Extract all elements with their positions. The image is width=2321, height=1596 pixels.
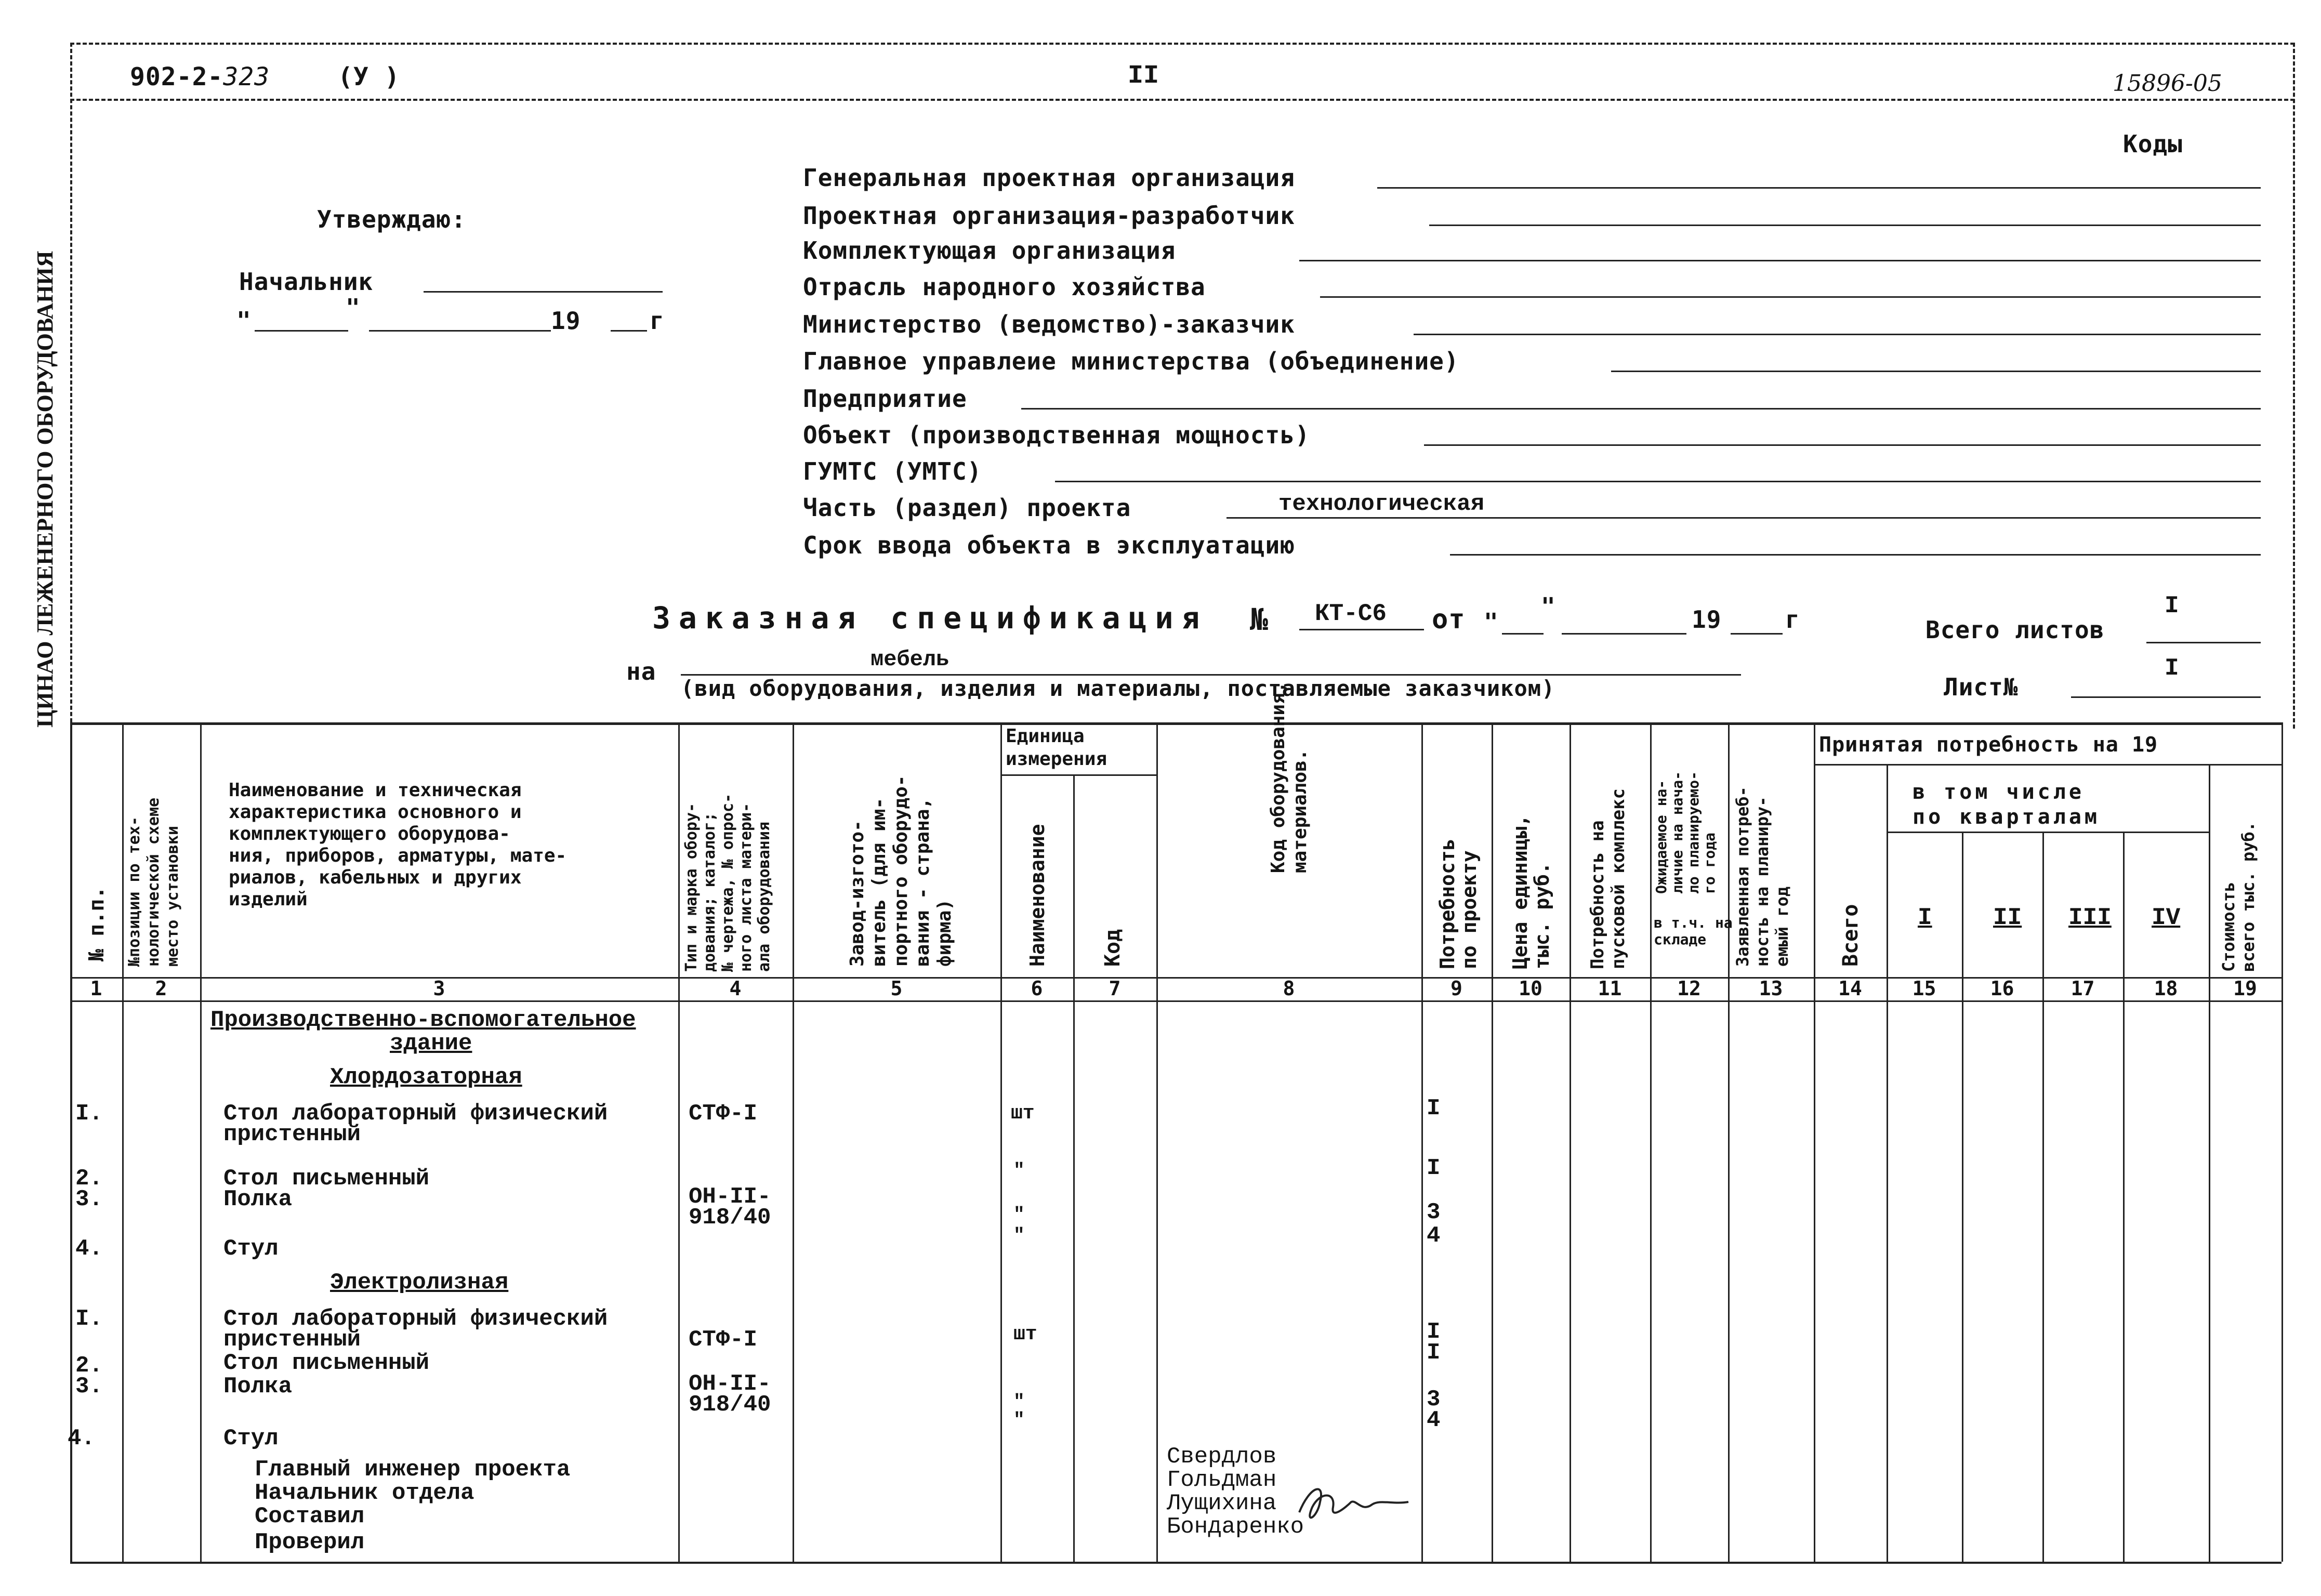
signature-role: Начальник отдела xyxy=(255,1480,474,1506)
item-unit: " xyxy=(1013,1204,1025,1225)
col-number: 5 xyxy=(890,977,903,1000)
col-number: 18 xyxy=(2154,977,2178,1000)
spec-for-caption: (вид оборудования, изделия и материалы, поставляемые заказчиком) xyxy=(681,676,1555,701)
col-number: 6 xyxy=(1031,977,1043,1000)
col-header-5: витель (для им- xyxy=(868,797,890,967)
col-header-4: ного листа матери- xyxy=(737,802,755,972)
col-header-12: го года xyxy=(1701,832,1718,894)
org-field-line xyxy=(1055,481,2261,482)
spec-month-line xyxy=(1562,633,1686,635)
spec-date-quote2: " xyxy=(1541,592,1556,621)
handwritten-signature-icon xyxy=(1289,1476,1414,1533)
item-name: Стол письменный xyxy=(223,1350,430,1376)
col-number: 3 xyxy=(433,977,445,1000)
item-type: СТФ-I xyxy=(689,1101,758,1127)
approval-day-line xyxy=(255,330,348,332)
outer-frame-header-line xyxy=(70,99,2294,101)
row-number: 4. xyxy=(68,1426,95,1452)
col-line xyxy=(1570,722,1571,1562)
inventory-no: 15896-05 xyxy=(2113,70,2222,97)
col-header-5: фирма) xyxy=(934,899,955,967)
org-field-line xyxy=(1377,187,2261,189)
spec-for-label: на xyxy=(626,657,656,685)
col-header-3-line: характеристика основного и xyxy=(229,801,522,823)
approval-date-quote: " xyxy=(236,307,252,335)
spec-from-label: от xyxy=(1432,604,1466,635)
signature-name: Гольдман xyxy=(1167,1467,1277,1493)
section-title: Производственно-вспомогательное xyxy=(210,1007,636,1033)
col-line xyxy=(1728,722,1730,1562)
spec-no-line xyxy=(1299,629,1424,630)
col-number: 11 xyxy=(1598,977,1622,1000)
item-name: Полка xyxy=(223,1374,293,1400)
org-field-label: Объект (производственная мощность) xyxy=(803,421,1310,449)
col-number: 2 xyxy=(155,977,167,1000)
item-name-cont: пристенный xyxy=(223,1327,361,1353)
quarter-1: I xyxy=(1918,904,1932,931)
item-qty: I xyxy=(1427,1096,1441,1122)
col-header-2c: место установки xyxy=(164,826,182,967)
approval-chief: Начальник xyxy=(239,268,374,296)
col-number: 17 xyxy=(2071,977,2095,1000)
col-header-4: № чертежа, № опрос- xyxy=(719,793,737,972)
org-field-line xyxy=(1450,554,2261,556)
item-name: Стол лабораторный физический xyxy=(223,1306,608,1332)
quarters-group xyxy=(1913,780,2100,829)
col-number: 4 xyxy=(729,977,742,1000)
col-number: 1 xyxy=(90,977,102,1000)
col-number: 16 xyxy=(1990,977,2014,1000)
org-field-label: Комплектующая организация xyxy=(803,236,1176,265)
org-field-line xyxy=(1299,260,2261,261)
col-header-3-line: Наименование и техническая xyxy=(229,780,522,801)
spec-year-suffix: г xyxy=(1785,605,1800,634)
signature-role: Составил xyxy=(255,1503,365,1529)
signature-name: Лущихина xyxy=(1167,1491,1277,1516)
quarter-2: II xyxy=(1993,904,2022,931)
col-header-19: Стоимость xyxy=(2219,881,2238,972)
item-name: Полка xyxy=(223,1186,293,1212)
section-title-2: здание xyxy=(390,1031,472,1057)
signature-role: Проверил xyxy=(255,1529,365,1555)
col-header-10: Цена единицы, xyxy=(1509,814,1532,969)
col-line xyxy=(122,722,124,1562)
col-header-8: материалов. xyxy=(1289,749,1311,873)
col-header-9: по проекту xyxy=(1458,850,1481,969)
org-field-line xyxy=(1320,296,2261,298)
col-number: 19 xyxy=(2233,977,2257,1000)
col-header-12-sub-line: складе xyxy=(1654,931,1707,948)
org-field-label: Предприятие xyxy=(803,385,967,413)
total-sheets-label: Всего листов xyxy=(1926,616,2105,644)
col-line xyxy=(793,722,794,1562)
col-header-5: Завод-изгото- xyxy=(847,820,868,967)
org-field-label: Срок ввода объекта в эксплуатацию xyxy=(803,531,1295,559)
side-stamp: ЦИНАО ЛЕЖЕНЕРНОГО ОБОРУДОВАНИЯ xyxy=(32,250,58,728)
item-name: Стол лабораторный физический xyxy=(223,1101,608,1127)
sheet-line xyxy=(2071,696,2261,698)
col-number: 8 xyxy=(1283,977,1295,1000)
col-header-19: всего тыс. руб. xyxy=(2238,822,2258,972)
col-header-12: личие на нача- xyxy=(1669,771,1686,894)
col-header-13: Заявленная потреб- xyxy=(1733,786,1752,967)
item-unit: " xyxy=(1013,1225,1025,1246)
col-header-3-line: комплектующего оборудова- xyxy=(229,823,510,845)
quarters-group-line xyxy=(1887,832,2209,833)
col-header-8: Код оборудования, xyxy=(1268,681,1289,873)
col-header-67-group-line: измерения xyxy=(1006,748,1107,770)
signature-name: Свердлов xyxy=(1167,1444,1277,1470)
table-top xyxy=(70,722,2282,725)
col-header-13: ность на планиру- xyxy=(1752,796,1772,967)
item-type-cont: 918/40 xyxy=(689,1205,771,1231)
col-number: 15 xyxy=(1912,977,1936,1000)
item-qty: I xyxy=(1427,1155,1441,1181)
col-header-5: вания - страна, xyxy=(912,797,933,967)
item-type: ОН-II- xyxy=(689,1184,771,1210)
sheet-value: I xyxy=(2165,655,2179,682)
item-name-cont: пристенный xyxy=(223,1122,361,1147)
col-line xyxy=(1814,722,1815,1562)
approval-year-suffix: г xyxy=(650,307,665,335)
quarters-group-line: в том числе xyxy=(1913,780,2085,804)
col-number: 9 xyxy=(1450,977,1462,1000)
quarter-4: IV xyxy=(2152,904,2181,931)
col-line xyxy=(2042,832,2044,1562)
org-field-line xyxy=(1424,444,2261,446)
col-header-3-line: риалов, кабельных и других xyxy=(229,867,522,888)
outer-frame-right xyxy=(2293,43,2295,729)
codes-label: Коды xyxy=(2123,130,2183,158)
doc-variant: (У ) xyxy=(338,62,400,91)
col-header-4: ала оборудования xyxy=(755,822,773,972)
col-header-3-line: ния, приборов, арматуры, мате- xyxy=(229,845,567,866)
col-header-6: Наименование xyxy=(1026,824,1049,967)
org-field-label: Отрасль народного хозяйства xyxy=(803,273,1206,301)
col-header-1: № п.п. xyxy=(85,886,109,961)
approval-month-line xyxy=(369,330,551,332)
table-number-row-bottom xyxy=(70,1000,2282,1002)
row-number: 4. xyxy=(75,1236,103,1262)
col-header-11: Потребность на xyxy=(1587,820,1608,969)
approval-title: Утверждаю: xyxy=(317,205,466,233)
col-header-12: ло планируемо- xyxy=(1685,771,1702,894)
col-number: 12 xyxy=(1677,977,1701,1000)
item-name: Стул xyxy=(223,1236,279,1262)
col-header-2a: №позиции по тех- xyxy=(125,816,143,967)
signature-role: Главный инженер проекта xyxy=(255,1457,571,1483)
item-name: Стол письменный xyxy=(223,1166,430,1192)
unit-group-line xyxy=(1000,774,1156,776)
table-bottom xyxy=(70,1562,2282,1564)
doc-code-prefix: 902-2- xyxy=(130,62,223,91)
accepted-group-line xyxy=(1814,764,2282,766)
col-line xyxy=(200,722,202,1562)
spec-for-value: мебель xyxy=(871,647,950,672)
col-line xyxy=(1421,722,1423,1562)
org-field-label: Главное управлеие министерства (объединение) xyxy=(803,347,1459,375)
col-line xyxy=(1650,722,1652,1562)
spec-title: Заказная спецификация xyxy=(652,600,1208,636)
col-header-3 xyxy=(229,780,676,911)
col-line xyxy=(1492,722,1493,1562)
item-unit: шт xyxy=(1011,1102,1035,1125)
page-roman: II xyxy=(1128,61,1159,91)
outer-frame-top xyxy=(70,43,2294,45)
item-unit: шт xyxy=(1013,1323,1037,1346)
col-header-4: Тип и марка обору- xyxy=(682,802,701,972)
org-field-line xyxy=(1227,517,2261,519)
org-field-label: Проектная организация-разработчик xyxy=(803,202,1295,230)
quarter-3: III xyxy=(2068,904,2112,931)
spec-date-quote: " xyxy=(1484,608,1499,636)
row-number: I. xyxy=(75,1101,103,1127)
outer-frame-left xyxy=(70,43,72,729)
row-number: 3. xyxy=(75,1186,103,1212)
approval-year-line xyxy=(611,330,647,332)
item-name: Стул xyxy=(223,1426,279,1452)
col-line xyxy=(2282,722,2283,1562)
item-unit: " xyxy=(1013,1160,1025,1181)
approval-date-quote2: " xyxy=(346,294,361,322)
item-qty: 4 xyxy=(1427,1407,1441,1433)
item-qty: I xyxy=(1427,1319,1441,1345)
col-header-7: Код xyxy=(1101,929,1125,967)
org-field-line xyxy=(1611,371,2261,372)
item-type-cont: 918/40 xyxy=(689,1392,771,1418)
item-qty: I xyxy=(1427,1340,1441,1366)
approval-year-prefix: 19 xyxy=(551,307,581,335)
col-header-3-line: изделий xyxy=(229,889,308,910)
org-field-label: ГУМТС (УМТС) xyxy=(803,457,982,485)
col-line xyxy=(678,722,680,1562)
col-number: 13 xyxy=(1759,977,1783,1000)
col-line xyxy=(2123,832,2125,1562)
col-header-14: Всего xyxy=(1839,904,1863,967)
col-header-12-sub xyxy=(1654,915,1733,948)
row-number: 3. xyxy=(75,1374,103,1400)
spec-no-value: КТ-С6 xyxy=(1315,600,1387,627)
col-line xyxy=(1073,774,1075,1562)
row-number: I. xyxy=(75,1306,103,1332)
org-field-line xyxy=(1414,334,2261,335)
doc-code-number: 323 xyxy=(223,62,270,91)
group-title: Хлордозаторная xyxy=(330,1064,522,1090)
org-field-label: Генеральная проектная организация xyxy=(803,164,1295,192)
col-header-2b: нологической схеме xyxy=(144,797,163,967)
org-field-line xyxy=(1021,408,2261,410)
col-number: 10 xyxy=(1519,977,1542,1000)
row-number: 2. xyxy=(75,1353,103,1379)
org-field-value-part: технологическая xyxy=(1278,491,1485,517)
col-number: 7 xyxy=(1109,977,1121,1000)
spec-no-label: № xyxy=(1250,602,1269,637)
col-line xyxy=(1000,722,1002,1562)
item-qty: 4 xyxy=(1427,1223,1441,1249)
col-line xyxy=(1156,722,1158,1562)
col-header-10: тыс. руб. xyxy=(1531,862,1553,969)
doc-code xyxy=(130,62,270,91)
col-line xyxy=(2209,764,2210,1562)
item-unit: " xyxy=(1013,1409,1025,1431)
org-field-line xyxy=(1429,225,2261,226)
col-header-67-group-line: Единица xyxy=(1006,726,1085,747)
col-header-12: Ожидаемое на- xyxy=(1653,780,1670,894)
approval-chief-line xyxy=(424,291,663,293)
spec-day-line xyxy=(1502,633,1544,635)
col-header-4: дования; каталог; xyxy=(701,812,719,972)
sheet-label: Лист№ xyxy=(1944,673,2019,701)
total-sheets-value: I xyxy=(2165,592,2179,619)
col-header-13: емый год xyxy=(1772,886,1792,967)
item-unit: " xyxy=(1013,1391,1025,1413)
col-line xyxy=(1887,764,1888,1562)
col-line xyxy=(1962,832,1963,1562)
quarters-group-line: по кварталам xyxy=(1913,805,2100,829)
item-qty: 3 xyxy=(1427,1199,1441,1225)
signature-name: Бондаренко xyxy=(1167,1514,1304,1540)
item-type: ОН-II- xyxy=(689,1371,771,1397)
col-header-14-group: Принятая потребность на 19 xyxy=(1819,733,2158,757)
col-header-5: портного оборудо- xyxy=(890,775,912,967)
group-title: Электролизная xyxy=(330,1270,509,1296)
col-header-9: Потребность xyxy=(1436,838,1459,969)
row-number: 2. xyxy=(75,1166,103,1192)
org-field-label: Министерство (ведомство)-заказчик xyxy=(803,310,1295,338)
org-field-label: Часть (раздел) проекта xyxy=(803,494,1131,522)
spec-year-prefix: 19 xyxy=(1692,605,1722,634)
total-sheets-line xyxy=(2146,642,2261,643)
item-type: СТФ-I xyxy=(689,1327,758,1353)
col-header-12-sub-line: в т.ч. на xyxy=(1654,914,1733,931)
col-number: 14 xyxy=(1838,977,1862,1000)
col-header-11: пусковой комплекс xyxy=(1608,788,1629,969)
spec-year-line xyxy=(1731,633,1783,635)
item-qty: 3 xyxy=(1427,1387,1441,1413)
col-header-67-group xyxy=(1006,725,1107,771)
